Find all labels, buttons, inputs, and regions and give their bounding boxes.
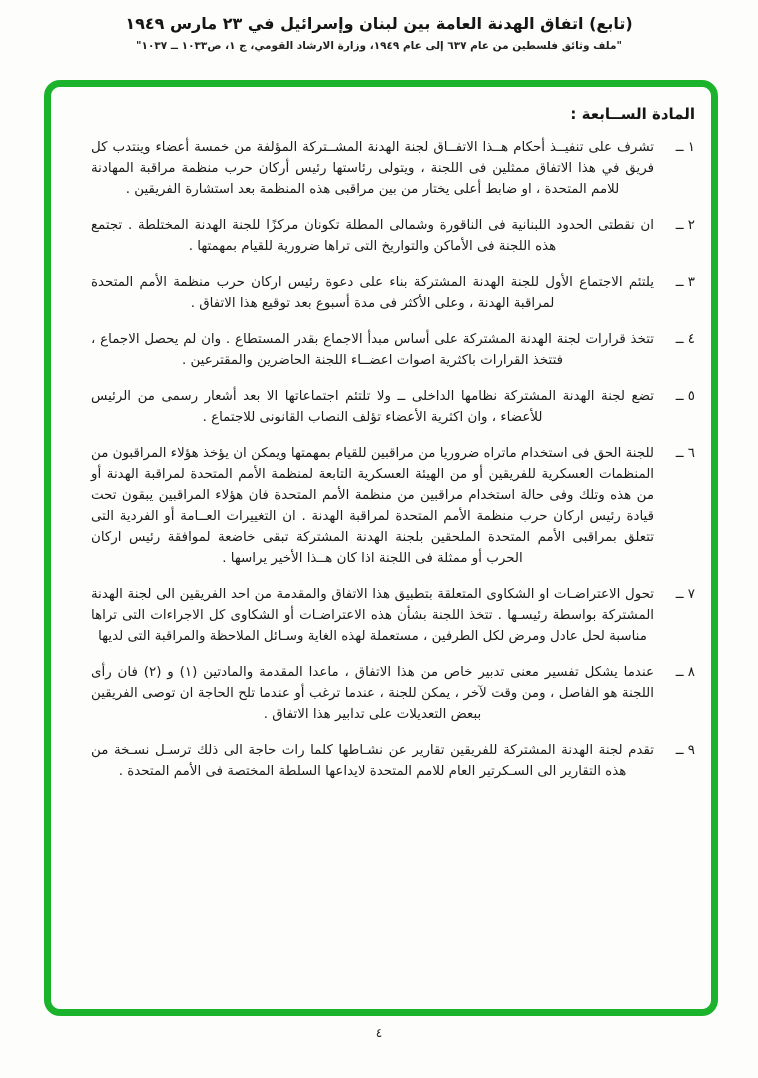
article-item-5 (91, 386, 695, 428)
item-text: تتخذ قرارات لجنة الهدنة المشتركة على أساس مبدأ الاجماع بقدر المستطاع . وان لم يحصل الاجماع ، فتتخذ القرارات باكثرية اصوات اعضــاء اللجنة الحاضرين والمقترعين . (91, 332, 654, 368)
article-item-1 (91, 137, 695, 200)
item-text: للجنة الحق فى استخدام ماتراه ضروريا من مراقبين للقيام بمهمتها ويمكن ان يؤخذ هؤلاء المراقبون من المنظمات العسكرية للفريقين أو من الهيئة العسكرية التابعة لمنظمة الأمم المتحدة لمراقبة الهدنة أو من هذه وتلك وفى حالة استخدام مراقبين من منظمة الأمم المتحدة فان هؤلاء المراقبين يبقون تحت قيادة رئيس اركان حرب منظمة الأمم المتحدة لمراقبة الهدنة . ان التغييرات العــامة أو الفردية التى تتعلق بمراقبى الأمم المتحدة الملحقين بلجنة الهدنة المشتركة تبقى خاضعة لموافقة رئيس اركان الحرب أو ممثلة فى اللجنة اذا كان هــذا الأخير يراسها . (91, 446, 654, 566)
article-item-2 (91, 215, 695, 257)
item-number: ١ ــ (675, 140, 695, 155)
item-number: ٥ ــ (675, 389, 695, 404)
item-text: تحول الاعتراضـات او الشكاوى المتعلقة بتطبيق هذا الاتفاق والمقدمة من احد الفريقين الى لجنة الهدنة المشتركة بواسطة رئيسـها . تتخذ اللجنة بشأن هذه الاعتراضـات أو الشكاوى كل الاجراءات التى تراها مناسبة لحل عادل ومرض لكل الطرفين ، مستعملة لهذه الغاية وسـائل الملاحظة والمراقبة التى لديها (91, 587, 654, 644)
article-item-3 (91, 272, 695, 314)
source-citation: "ملف وثائق فلسطين من عام ٦٣٧ إلى عام ١٩٤٩، وزارة الارشاد القومي، ج ١، ص١٠٣٣ ــ ١٠٣٧" (136, 40, 622, 52)
document-header (0, 14, 758, 52)
item-text: عندما يشكل تفسير معنى تدبير خاص من هذا الاتفاق ، ماعدا المقدمة والمادتين (١) و (٢) فان رأى اللجنة هو الفاصل ، ومن وقت لآخر ، يمكن للجنة ، عندما ترغب أو عندما تلح الحاجة ان توصى الفريقين ببعض التعديلات على تدابير هذا الاتفاق . (91, 665, 654, 722)
item-number: ٢ ــ (675, 218, 695, 233)
item-number: ٣ ــ (675, 275, 695, 290)
page-number: ٤ (375, 1026, 383, 1040)
article-heading: المادة الســابعة : (570, 105, 695, 123)
item-text: تضع لجنة الهدنة المشتركة نظامها الداخلى ــ ولا تلتئم اجتماعاتها الا بعد أشعار رسمى من الرئيس للأعضاء ، وان اكثرية الأعضاء تؤلف النصاب القانونى للاجتماع . (91, 389, 654, 425)
article-item-6 (91, 443, 695, 569)
item-number: ٧ ــ (675, 587, 695, 602)
item-number: ٨ ــ (675, 665, 695, 680)
article-item-7 (91, 584, 695, 647)
item-text: يلتئم الاجتماع الأول للجنة الهدنة المشتركة بناء على دعوة رئيس اركان حرب منظمة الأمم المتحدة لمراقبة الهدنة ، وعلى الأكثر فى مدة أسبوع بعد توقيع هذا الاتفاق . (91, 275, 654, 311)
article-item-4 (91, 329, 695, 371)
item-text: تشرف على تنفيــذ أحكام هــذا الاتفــاق لجنة الهدنة المشــتركة المؤلفة من خمسة أعضاء وينتدب كل فريق في هذا الاتفاق ممثلين فى اللجنة ، ويتولى رئاستها رئيس أركان حرب منظمة مراقبة المهادنة للامم المتحدة ، او ضابط أعلى يختار من بين مراقبى هذه المنظمة بعد استشارة الفريقين . (91, 140, 654, 197)
item-number: ٩ ــ (675, 743, 695, 758)
document-title: (تابع) اتفاق الهدنة العامة بين لبنان وإسرائيل في ٢٣ مارس ١٩٤٩ (125, 14, 633, 33)
item-text: ان نقطتى الحدود اللبنانية فى الناقورة وشمالى المطلة تكونان مركزًا للجنة الهدنة المختلطة . تجتمع هذه اللجنة فى الأماكن والتواريخ التى تراها ضرورية للقيام بمهمتها . (91, 218, 654, 254)
annotation-frame (44, 80, 718, 1016)
item-number: ٦ ــ (675, 446, 695, 461)
item-number: ٤ ــ (675, 332, 695, 347)
article-item-9 (91, 740, 695, 782)
item-text: تقدم لجنة الهدنة المشتركة للفريقين تقارير عن نشـاطها كلما رات حاجة الى ذلك ترسـل نسـخة من هذه التقارير الى السـكرتير العام للامم المتحدة لايداعها السلطة المختصة فى الأمم المتحدة . (91, 743, 654, 779)
article-item-8 (91, 662, 695, 725)
